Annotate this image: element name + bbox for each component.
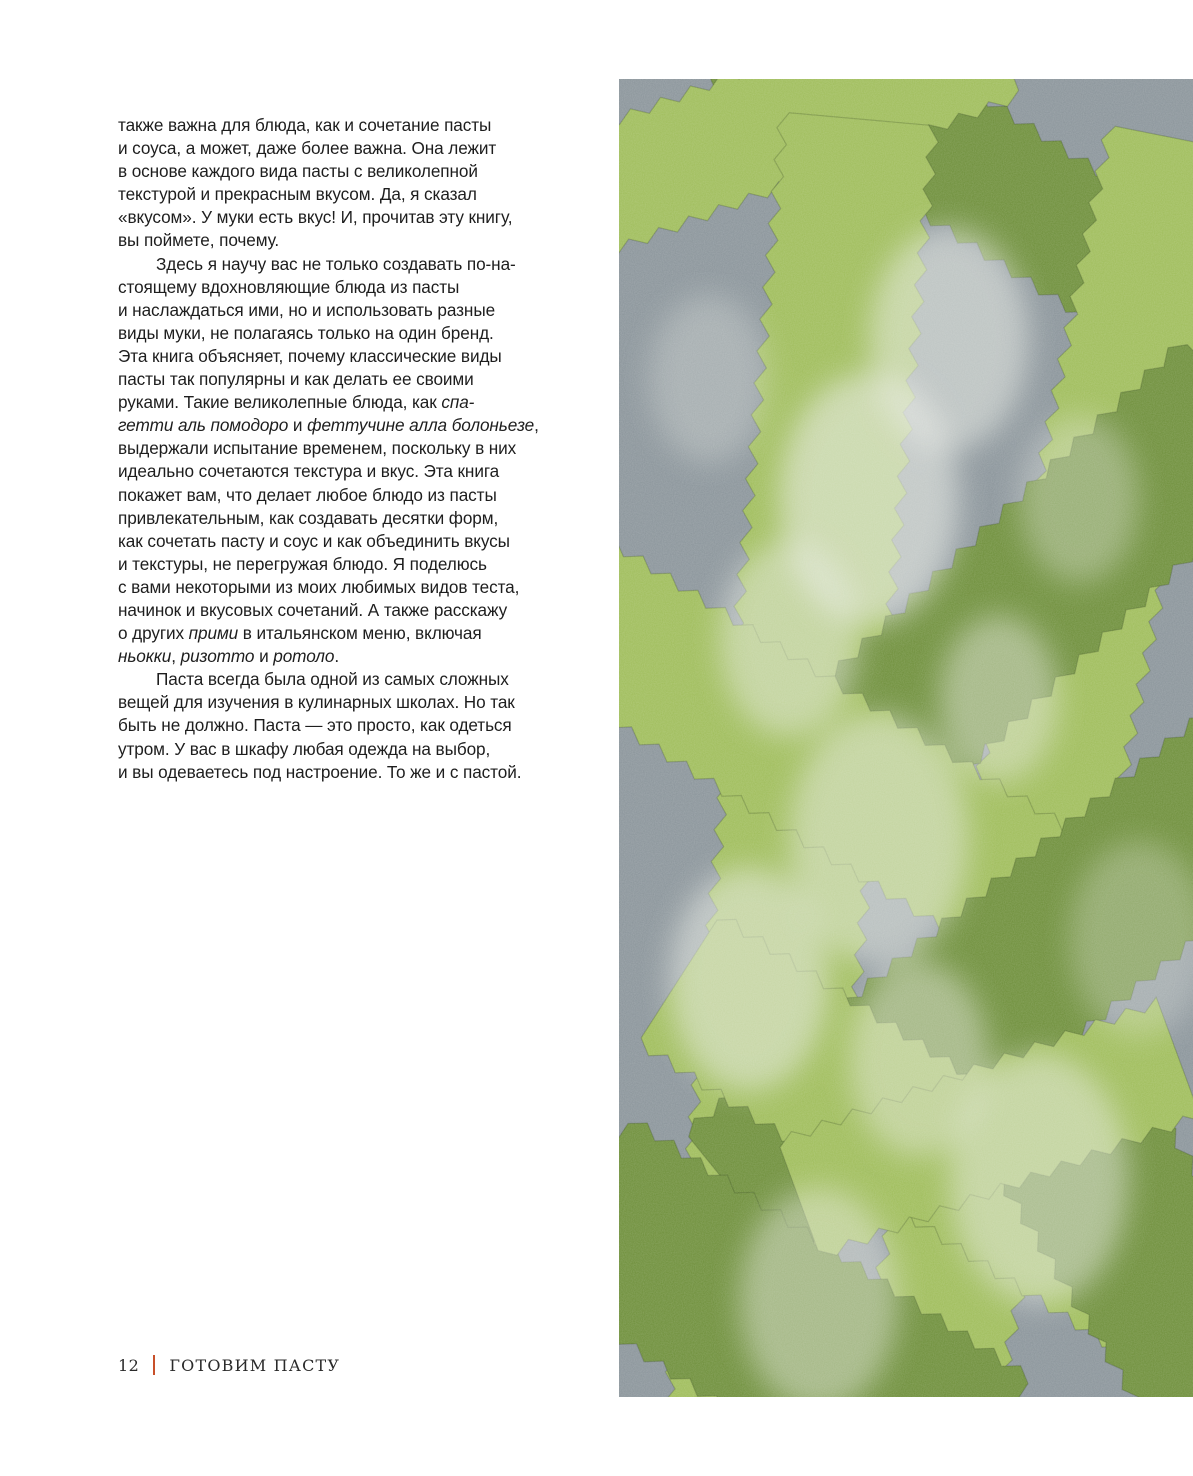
footer-separator xyxy=(153,1355,155,1375)
text-line xyxy=(118,276,578,299)
text-run: и xyxy=(288,415,308,436)
text-run: и наслаждаться ими, но и использовать разные xyxy=(118,299,496,320)
text-line xyxy=(118,206,578,229)
running-title: ГОТОВИМ ПАСТУ xyxy=(169,1355,341,1375)
italic-term: гетти аль помодоро xyxy=(118,415,289,436)
text-line xyxy=(118,345,578,368)
text-line xyxy=(118,714,578,737)
text-line xyxy=(118,599,578,622)
text-run: в итальянском меню, включая xyxy=(238,623,482,644)
text-run: о других xyxy=(118,623,189,644)
text-run: , xyxy=(534,415,539,436)
text-line xyxy=(118,437,578,460)
text-run: с вами некоторыми из моих любимых видов теста, xyxy=(118,576,520,597)
text-line xyxy=(118,137,578,160)
text-run: «вкусом». У муки есть вкус! И, прочитав эту книгу, xyxy=(118,207,513,228)
text-run: Здесь я научу вас не только создавать по-на- xyxy=(156,253,516,274)
text-run: и соуса, а может, даже более важна. Она лежит xyxy=(118,138,497,159)
flour-grain-texture xyxy=(619,79,1193,1397)
text-run: покажет вам, что делает любое блюдо из пасты xyxy=(118,484,497,505)
text-line xyxy=(118,507,578,530)
text-line xyxy=(118,460,578,483)
italic-term: ризотто xyxy=(180,646,255,667)
italic-term: феттучине алла болоньезе xyxy=(307,415,535,436)
page-number: 12 xyxy=(118,1355,140,1375)
text-line xyxy=(118,622,578,645)
italic-term: спа- xyxy=(441,392,475,413)
text-run: виды муки, не полагаясь только на один бренд. xyxy=(118,322,494,343)
text-line xyxy=(118,368,578,391)
text-line xyxy=(118,183,578,206)
pasta-photo-illustration xyxy=(619,79,1193,1397)
text-line xyxy=(118,761,578,784)
page-footer xyxy=(118,1353,340,1377)
text-line xyxy=(118,299,578,322)
text-run: пасты так популярны и как делать ее своими xyxy=(118,369,474,390)
text-run: руками. Такие великолепные блюда, как xyxy=(118,392,442,413)
text-run: в основе каждого вида пасты с великолепной xyxy=(118,161,478,182)
text-line xyxy=(118,484,578,507)
text-run: Эта книга объясняет, почему классические виды xyxy=(118,345,502,366)
text-run: текстурой и прекрасным вкусом. Да, я сказал xyxy=(118,184,477,205)
text-line xyxy=(118,530,578,553)
text-run: быть не должно. Паста — это просто, как одеться xyxy=(118,715,512,736)
text-line xyxy=(118,391,578,414)
flour-grain xyxy=(619,79,1193,1397)
text-run: вы поймете, почему. xyxy=(118,230,280,251)
text-line xyxy=(118,738,578,761)
text-line xyxy=(118,160,578,183)
text-run: вещей для изучения в кулинарных школах. Но так xyxy=(118,692,515,713)
text-run: и xyxy=(254,646,274,667)
italic-term: ньокки xyxy=(118,646,172,667)
text-line xyxy=(118,322,578,345)
text-run: идеально сочетаются текстура и вкус. Эта книга xyxy=(118,461,500,482)
text-run: как сочетать пасту и соус и как объединить вкусы xyxy=(118,530,510,551)
text-line xyxy=(118,553,578,576)
text-line xyxy=(118,576,578,599)
text-line xyxy=(118,645,578,668)
text-line xyxy=(118,668,578,691)
text-run: . xyxy=(334,646,340,667)
body-text xyxy=(118,114,578,784)
text-line xyxy=(118,114,578,137)
text-run: привлекательным, как создавать десятки форм, xyxy=(118,507,499,528)
text-run: Паста всегда была одной из самых сложных xyxy=(156,669,509,690)
italic-term: ротоло xyxy=(273,646,335,667)
text-run: начинок и вкусовых сочетаний. А также расскажу xyxy=(118,599,508,620)
text-run: также важна для блюда, как и сочетание пасты xyxy=(118,115,492,135)
text-run: и текстуры, не перегружая блюдо. Я поделюсь xyxy=(118,553,487,574)
text-run: , xyxy=(171,646,181,667)
text-run: стоящему вдохновляющие блюда из пасты xyxy=(118,276,460,297)
text-run: и вы одеваетесь под настроение. То же и с пастой. xyxy=(118,761,522,782)
pasta-photo xyxy=(619,79,1193,1397)
text-line xyxy=(118,414,578,437)
text-run: утром. У вас в шкафу любая одежда на выбор, xyxy=(118,738,491,759)
italic-term: прими xyxy=(188,623,239,644)
text-run: выдержали испытание временем, поскольку в них xyxy=(118,438,517,459)
text-line xyxy=(118,229,578,252)
text-line xyxy=(118,691,578,714)
text-line xyxy=(118,253,578,276)
